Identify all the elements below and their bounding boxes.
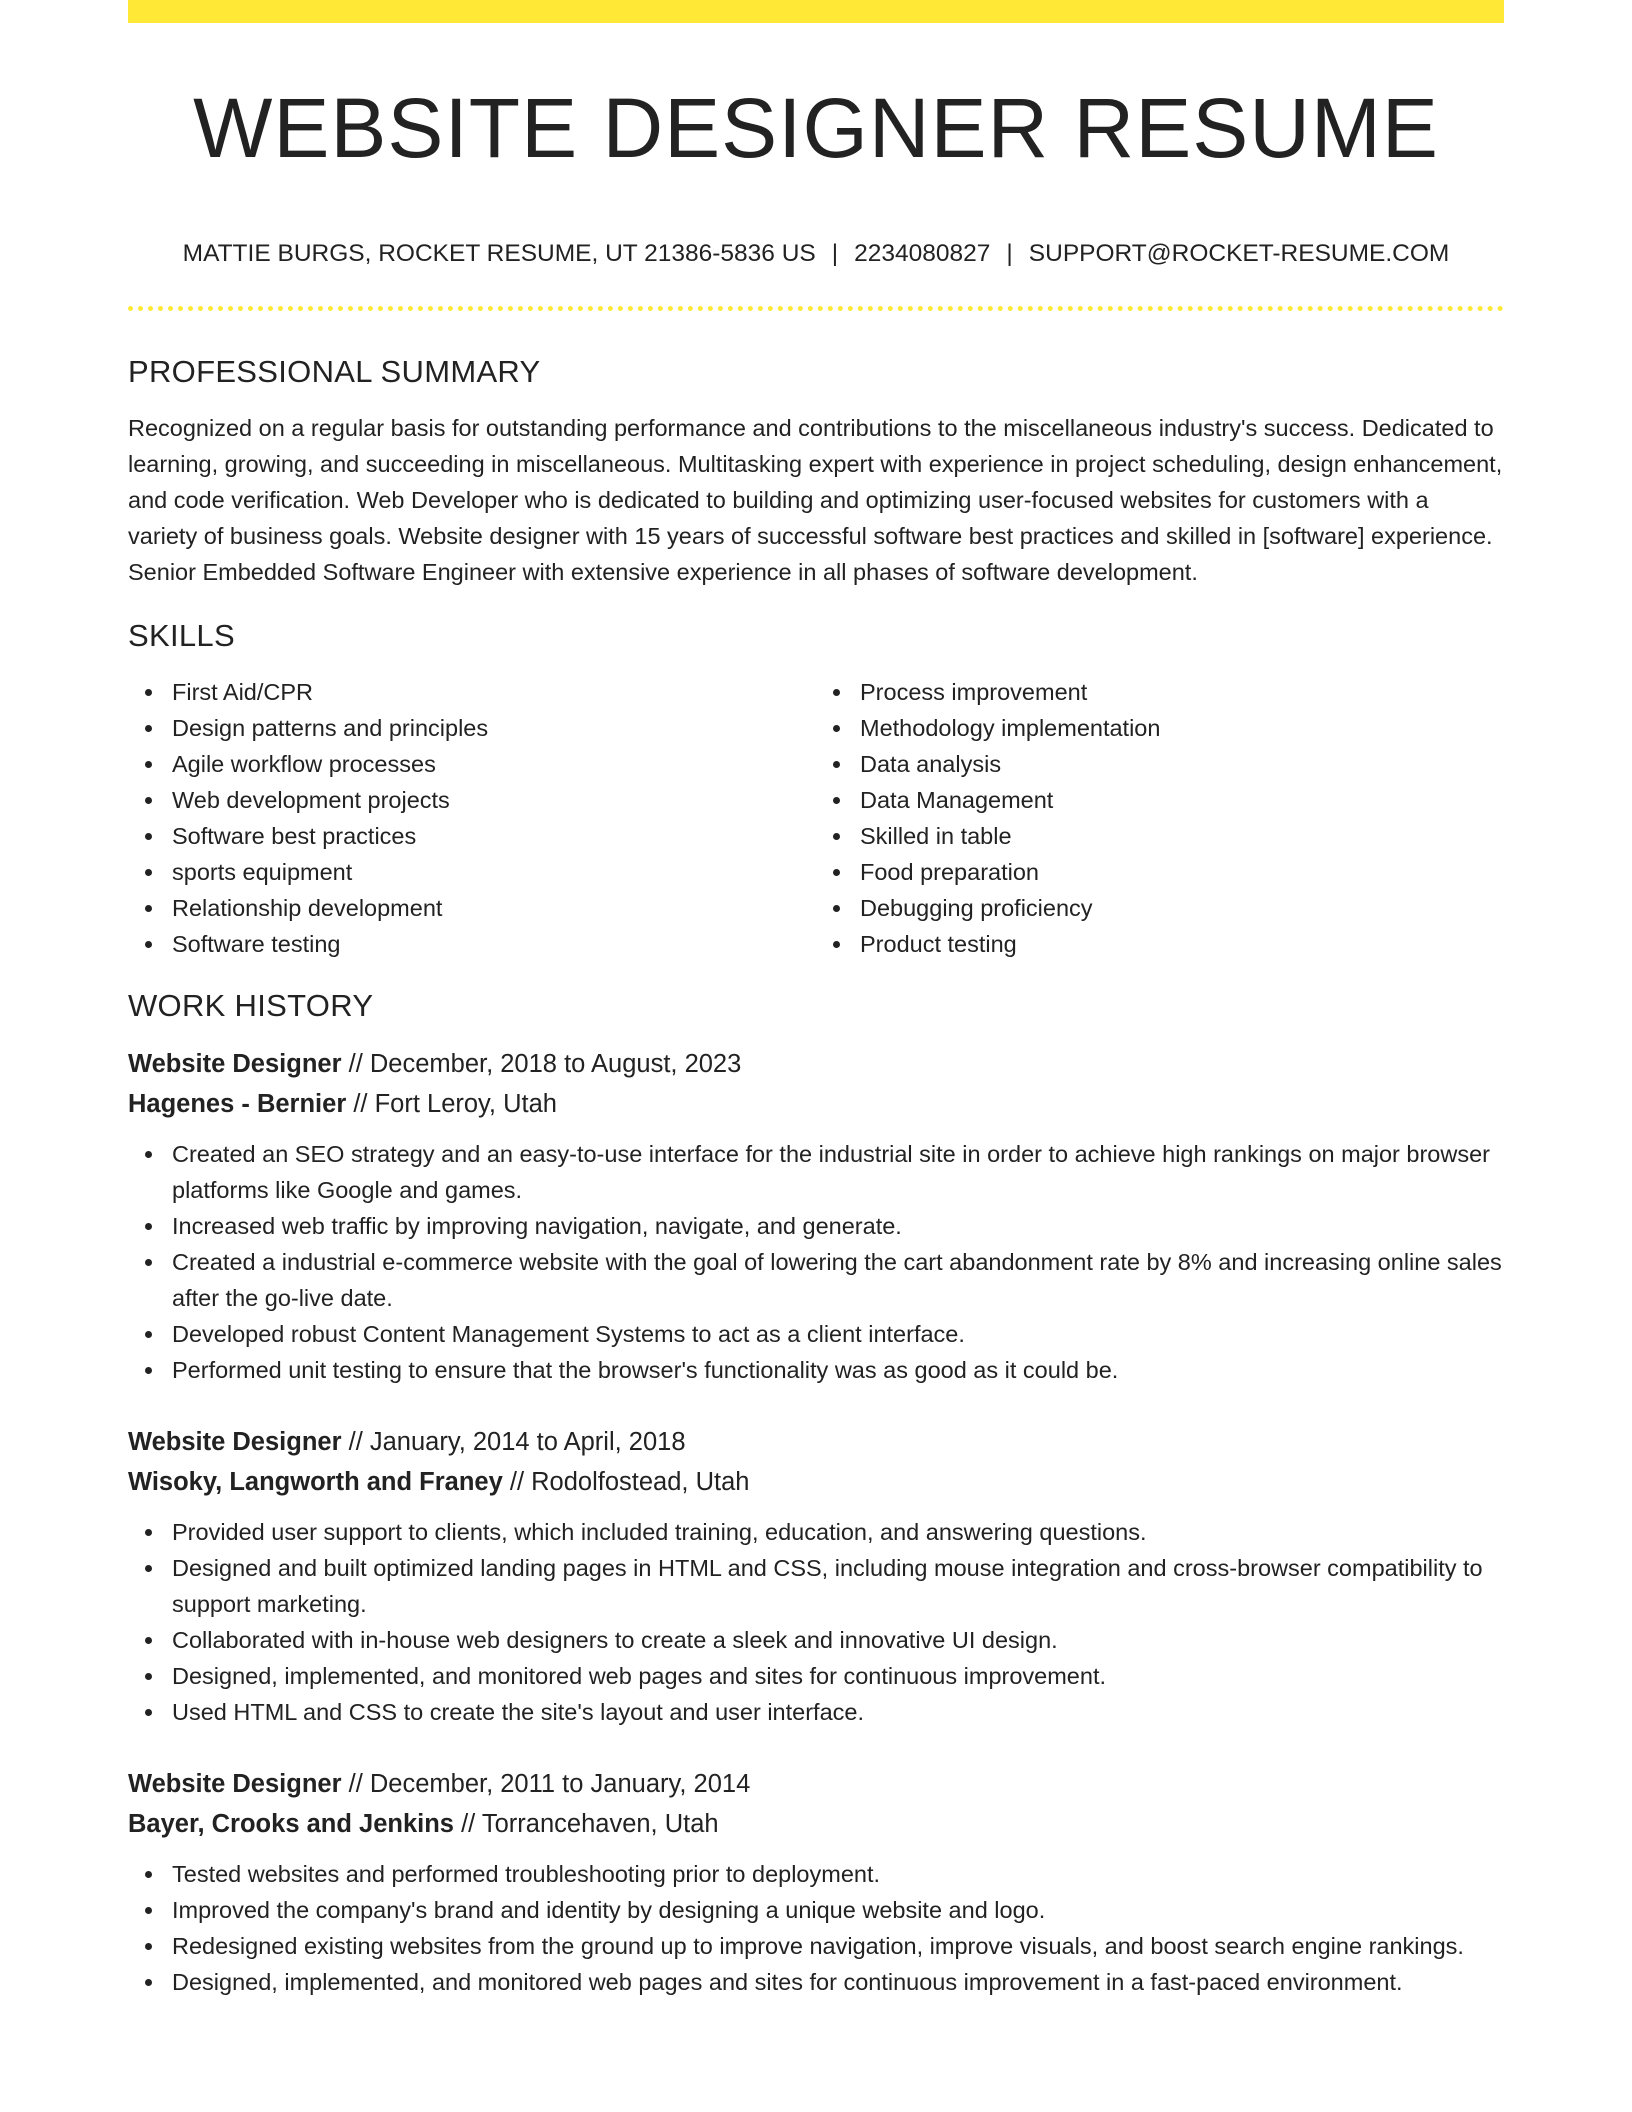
summary-heading: PROFESSIONAL SUMMARY	[128, 354, 541, 389]
skill-item: Agile workflow processes	[172, 746, 816, 782]
job-company-line	[128, 1462, 1504, 1502]
work-history-heading: WORK HISTORY	[128, 988, 374, 1023]
contact-line	[128, 236, 1504, 272]
work-history-section	[128, 986, 1504, 2000]
skill-item: Debugging proficiency	[860, 890, 1504, 926]
skill-item: Methodology implementation	[860, 710, 1504, 746]
job-bullet-list	[128, 1856, 1504, 2000]
job-role: Website Designer	[128, 1770, 342, 1798]
skill-item: Product testing	[860, 926, 1504, 962]
job-location: // Fort Leroy, Utah	[353, 1090, 557, 1118]
job-bullet: Designed and built optimized landing pages in HTML and CSS, including mouse integration and cross-browser compatibility to support marketing.	[172, 1550, 1504, 1622]
job-bullet-list	[128, 1136, 1504, 1388]
job-dates: // January, 2014 to April, 2018	[348, 1428, 686, 1456]
job-company-line	[128, 1804, 1504, 1844]
skill-item: Food preparation	[860, 854, 1504, 890]
job-bullet-list	[128, 1514, 1504, 1730]
job-entry	[128, 1764, 1504, 2000]
job-location: // Rodolfostead, Utah	[509, 1468, 750, 1496]
job-role-line	[128, 1044, 1504, 1084]
skills-list-left	[128, 674, 816, 962]
job-bullet: Tested websites and performed troubleshooting prior to deployment.	[172, 1856, 1504, 1892]
job-dates: // December, 2011 to January, 2014	[348, 1770, 751, 1798]
job-bullet: Provided user support to clients, which included training, education, and answering questions.	[172, 1514, 1504, 1550]
job-entry	[128, 1044, 1504, 1388]
job-bullet: Improved the company's brand and identity by designing a unique website and logo.	[172, 1892, 1504, 1928]
contact-email: SUPPORT@ROCKET-RESUME.COM	[1028, 240, 1450, 267]
job-bullet: Created a industrial e-commerce website with the goal of lowering the cart abandonment rate by 8% and increasing online sales after the go-live date.	[172, 1244, 1504, 1316]
job-role-line	[128, 1422, 1504, 1462]
skill-item: Relationship development	[172, 890, 816, 926]
contact-address: MATTIE BURGS, ROCKET RESUME, UT 21386-5836 US	[182, 240, 816, 267]
skill-item: Software best practices	[172, 818, 816, 854]
resume-content	[128, 352, 1504, 2034]
summary-section	[128, 352, 1504, 590]
skill-item: Data analysis	[860, 746, 1504, 782]
resume-title: WEBSITE DESIGNER RESUME	[193, 81, 1439, 175]
job-entry	[128, 1422, 1504, 1730]
skill-item: Design patterns and principles	[172, 710, 816, 746]
contact-separator: |	[1006, 240, 1013, 267]
skill-item: Process improvement	[860, 674, 1504, 710]
job-company: Hagenes - Bernier	[128, 1090, 347, 1118]
job-bullet: Increased web traffic by improving navigation, navigate, and generate.	[172, 1208, 1504, 1244]
skill-item: sports equipment	[172, 854, 816, 890]
job-role-line	[128, 1764, 1504, 1804]
job-role: Website Designer	[128, 1428, 342, 1456]
job-bullet: Redesigned existing websites from the ground up to improve navigation, improve visuals, and boost search engine rankings.	[172, 1928, 1504, 1964]
skill-item: Software testing	[172, 926, 816, 962]
job-bullet: Collaborated with in-house web designers to create a sleek and innovative UI design.	[172, 1622, 1504, 1658]
job-bullet: Used HTML and CSS to create the site's layout and user interface.	[172, 1694, 1504, 1730]
skill-item: First Aid/CPR	[172, 674, 816, 710]
job-bullet: Created an SEO strategy and an easy-to-use interface for the industrial site in order to achieve high rankings on major browser platforms like Google and games.	[172, 1136, 1504, 1208]
job-bullet: Developed robust Content Management Systems to act as a client interface.	[172, 1316, 1504, 1352]
job-bullet: Performed unit testing to ensure that the browser's functionality was as good as it could be.	[172, 1352, 1504, 1388]
dotted-divider	[128, 306, 1504, 311]
skill-item: Data Management	[860, 782, 1504, 818]
skills-list-right	[816, 674, 1504, 962]
job-company: Bayer, Crooks and Jenkins	[128, 1810, 454, 1838]
job-bullet: Designed, implemented, and monitored web pages and sites for continuous improvement in a fast-paced environment.	[172, 1964, 1504, 2000]
job-bullet: Designed, implemented, and monitored web pages and sites for continuous improvement.	[172, 1658, 1504, 1694]
contact-phone: 2234080827	[854, 240, 991, 267]
skill-item: Skilled in table	[860, 818, 1504, 854]
job-dates: // December, 2018 to August, 2023	[348, 1050, 742, 1078]
skill-item: Web development projects	[172, 782, 816, 818]
skills-heading: SKILLS	[128, 618, 235, 653]
contact-separator: |	[831, 240, 839, 267]
summary-text: Recognized on a regular basis for outstanding performance and contributions to the miscellaneous industry's success. Dedicated to learning, growing, and succeeding in miscellaneous. Multitasking expert with experience in project scheduling, design enhancement, and code verification. Web Developer who is dedicated to building and optimizing user-focused websites for customers with a variety of business goals. Website designer with 15 years of successful software best practices and skilled in [software] experience. Senior Embedded Software Engineer with extensive experience in all phases of software development.	[128, 415, 1503, 585]
job-company-line	[128, 1084, 1504, 1124]
job-company: Wisoky, Langworth and Franey	[128, 1468, 503, 1496]
top-accent-bar	[128, 0, 1504, 23]
job-role: Website Designer	[128, 1050, 342, 1078]
skills-grid	[128, 674, 1504, 962]
job-location: // Torrancehaven, Utah	[461, 1810, 719, 1838]
skills-section	[128, 616, 1504, 962]
